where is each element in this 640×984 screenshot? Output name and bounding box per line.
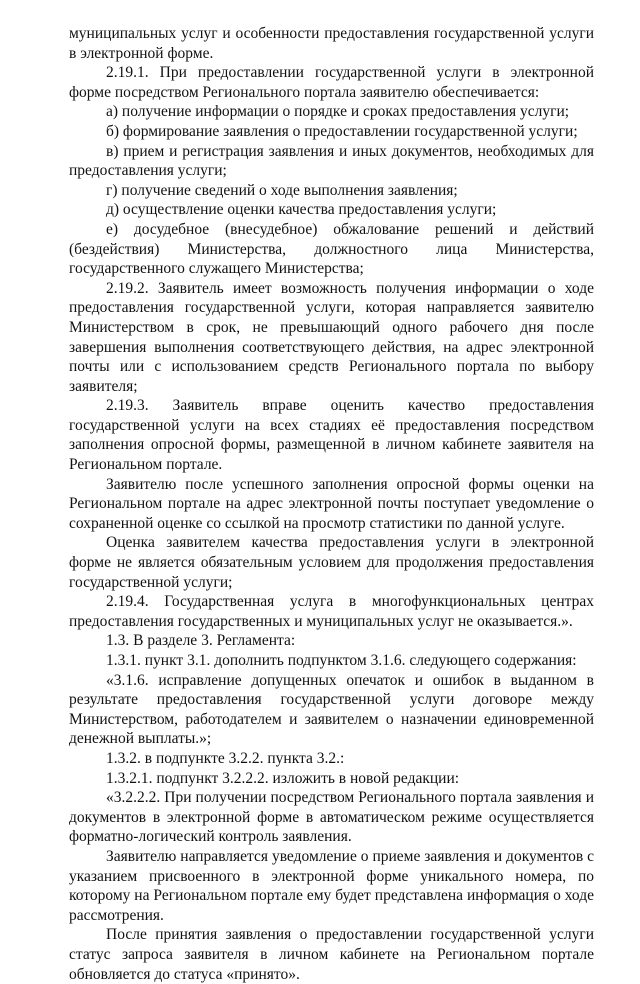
list-item: б) формирование заявления о предоставлении государственной услуги; [106, 122, 578, 140]
list-item: в) прием и регистрация заявления и иных документов, необходимых для предоставления услуги; [69, 142, 594, 180]
section-heading: 1.3. В разделе 3. Регламента: [106, 632, 296, 650]
paragraph: 2.19.4. Государственная услуга в многофункциональных центрах предоставления государственных и муниципальных услуг не оказывается.». [69, 593, 594, 630]
paragraph: 2.19.2. Заявитель имеет возможность получения информации о ходе предоставления государственной услуги, которая направляется заявителю Министерством в срок, не превышающий одного рабочего дня после завершения выполнения соответствующего действия, на адрес электронной почты или с использованием средств Регионального портала по выбору заявителя; [69, 279, 594, 395]
paragraph: 2.19.3. Заявитель вправе оценить качество предоставления государственной услуги на всех стадиях её предоставления посредством заполнения опросной формы, размещенной в личном кабинете заявителя на Региональном портале. [69, 397, 594, 474]
paragraph: 1.3.1. пункт 3.1. дополнить подпунктом 3.1.6. следующего содержания: [106, 652, 577, 669]
paragraph: 1.3.2. в подпункте 3.2.2. пункта 3.2.: [106, 749, 345, 767]
paragraph: «3.1.6. исправление допущенных опечаток и ошибок в выданном в результате предоставления государственной услуги договоре между Министерством, работодателем и заявителем о назначении единовременной денежной выплаты.»; [69, 671, 594, 748]
paragraph: Оценка заявителем качества предоставления услуги в электронной форме не является обязательным условием для продолжения предоставления государственной услуги; [69, 534, 594, 591]
paragraph: Заявителю после успешного заполнения опросной формы оценки на Региональном портале на адрес электронной почты поступает уведомление о сохраненной оценке со ссылкой на просмотр статистики по данной услуге. [69, 475, 594, 532]
list-item: е) досудебное (внесудебное) обжалование решений и действий (бездействия) Министерства, должностного лица Министерства, государственного служащего Министерства; [69, 220, 594, 278]
list-item: д) осуществление оценки качества предоставления услуги; [106, 201, 497, 219]
paragraph: «3.2.2.2. При получении посредством Регионального портала заявления и документов в электронной форме в автоматическом режиме осуществляется форматно-логический контроль заявления. [69, 789, 594, 846]
list-item: а) получение информации о порядке и сроках предоставления услуги; [106, 103, 570, 121]
list-item: г) получение сведений о ходе выполнения заявления; [106, 181, 458, 199]
paragraph: муниципальных услуг и особенности предоставления государственной услуги в электронной форме. [69, 25, 594, 62]
paragraph: После принятия заявления о предоставлении государственной услуги статус запроса заявителя в личном кабинете на Региональном портале обновляется до статуса «принято». [69, 926, 594, 983]
paragraph: Заявителю направляется уведомление о приеме заявления и документов с указанием присвоенного в электронной форме уникального номера, по которому на Региональном портале ему будет представлена информация о ходе рассмотрения. [69, 847, 594, 924]
paragraph: 2.19.1. При предоставлении государственной услуги в электронной форме посредством Регионального портала заявителю обеспечивается: [69, 64, 594, 101]
paragraph: 1.3.2.1. подпункт 3.2.2.2. изложить в новой редакции: [106, 769, 460, 787]
